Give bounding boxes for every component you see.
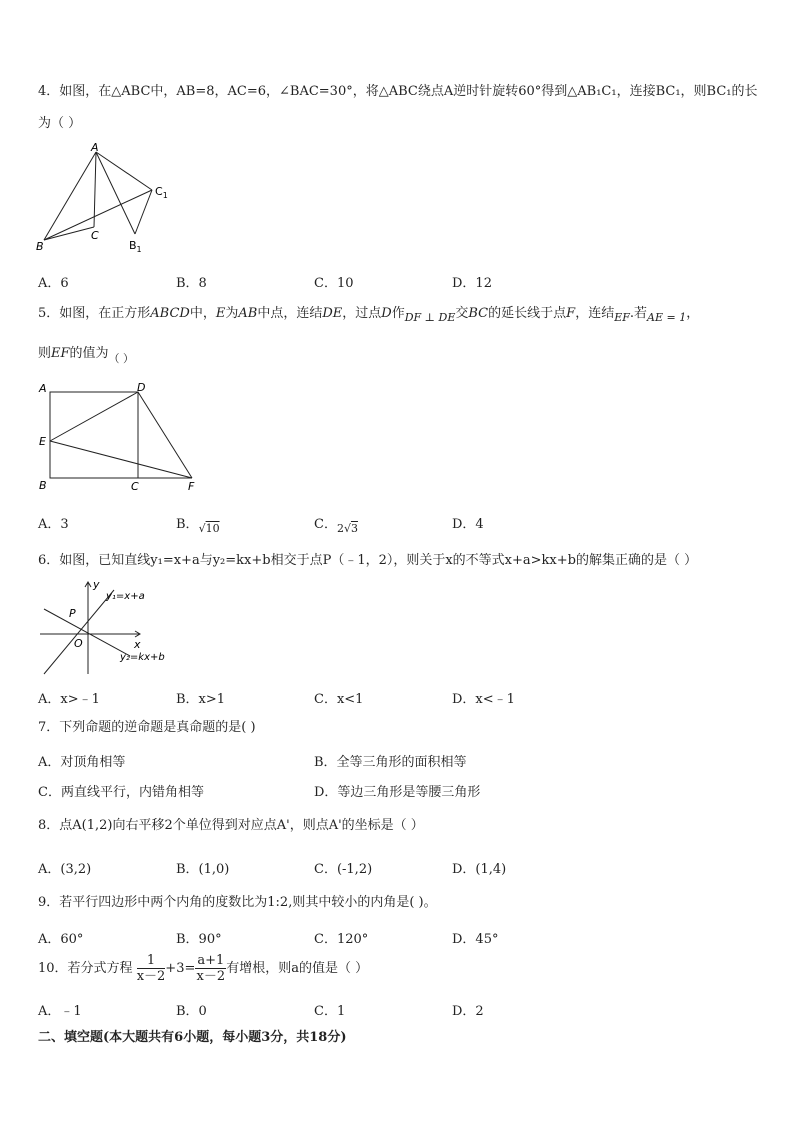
q8-option-d[interactable]: D．(1,4) xyxy=(452,862,507,877)
q4-option-d[interactable]: D．12 xyxy=(452,276,492,291)
q7-option-a[interactable]: A．对顶角相等 xyxy=(38,755,126,770)
q5-label-F: F xyxy=(188,480,195,493)
q6-label-line1: y₁=x+a xyxy=(106,591,145,602)
q8-option-c[interactable]: C．(-1,2) xyxy=(314,862,373,877)
q7-option-b[interactable]: B．全等三角形的面积相等 xyxy=(314,755,467,770)
q4-label-C: C xyxy=(91,229,99,242)
q5-option-c[interactable]: C．$_{2√3}$ xyxy=(314,517,358,535)
q10-fraction-2: $\frac{a+1}{x-2}$ xyxy=(196,953,226,984)
q10-option-b[interactable]: B．0 xyxy=(176,1004,207,1019)
q9-option-a[interactable]: A．60° xyxy=(38,932,84,947)
q4-label-A: A xyxy=(91,141,99,154)
q4-label-B1: $B_1$ xyxy=(129,239,142,254)
q5-line1: 5．如图，在正方形ABCD中，E为AB中点，连结DE，过点D作$_{DF \perp DE}$交BC的延长线于点F，连结$_{EF}$.若$_{AE = 1}$， xyxy=(38,306,700,324)
q7-line1: 7．下列命题的逆命题是真命题的是( ) xyxy=(38,720,256,735)
q10-fraction-1: $\frac{1}{x-2}$ xyxy=(136,953,166,984)
q9-option-c[interactable]: C．120° xyxy=(314,932,369,947)
q6-option-b[interactable]: B．x>1 xyxy=(176,692,226,707)
q6-label-P: P xyxy=(69,607,76,620)
q6-option-c[interactable]: C．x<1 xyxy=(314,692,364,707)
q8-option-a[interactable]: A．(3,2) xyxy=(38,862,92,877)
section-2-heading: 二、填空题(本大题共有6小题，每小题3分，共18分) xyxy=(38,1030,347,1045)
q4-option-a[interactable]: A．6 xyxy=(38,276,69,291)
q4-label-C1: $C_1$ xyxy=(155,185,168,200)
q5-option-d[interactable]: D．4 xyxy=(452,517,484,532)
q4-line1: 4．如图，在△ABC中，AB=8，AC=6，∠BAC=30°，将△ABC绕点A逆时针旋转60°得到△AB₁C₁，连接BC₁，则BC₁的长 xyxy=(38,84,758,99)
q6-option-d[interactable]: D．x<﹣1 xyxy=(452,692,515,707)
q6-label-O: O xyxy=(74,637,83,650)
q6-line1: 6．如图，已知直线y₁=x+a与y₂=kx+b相交于点P（﹣1，2），则关于x的不等式x+a>kx+b的解集正确的是（ ） xyxy=(38,553,698,568)
q4-figure xyxy=(30,140,180,260)
q5-label-B: B xyxy=(39,479,47,492)
q6-label-line2: y₂=kx+b xyxy=(120,652,165,663)
q5-option-a[interactable]: A．3 xyxy=(38,517,69,532)
q6-option-a[interactable]: A．x>﹣1 xyxy=(38,692,100,707)
q6-label-y: y xyxy=(93,578,100,591)
q10-line1: 10．若分式方程 $\frac{1}{x-2}$ +3= $\frac{a+1}{x-2}$ 有增根，则a的值是（ ） xyxy=(38,953,369,984)
q5-line2: 则EF的值为$_{( )}$ xyxy=(38,346,135,365)
q10-option-c[interactable]: C．1 xyxy=(314,1004,346,1019)
q8-line1: 8．点A(1,2)向右平移2个单位得到对应点A'，则点A'的坐标是（ ） xyxy=(38,818,424,833)
q10-option-a[interactable]: A．﹣1 xyxy=(38,1004,82,1019)
q7-option-d[interactable]: D．等边三角形是等腰三角形 xyxy=(314,785,481,800)
q5-option-b[interactable]: B．$_{√10}$ xyxy=(176,517,220,535)
q6-label-x: x xyxy=(134,638,141,651)
q5-label-E: E xyxy=(39,435,46,448)
q4-label-B: B xyxy=(36,240,44,253)
q5-figure xyxy=(36,378,216,498)
q5-label-A: A xyxy=(39,382,47,395)
q9-option-b[interactable]: B．90° xyxy=(176,932,222,947)
q6-figure xyxy=(36,576,186,676)
q5-label-D: D xyxy=(137,381,146,394)
q7-option-c[interactable]: C．两直线平行，内错角相等 xyxy=(38,785,204,800)
q4-option-c[interactable]: C．10 xyxy=(314,276,354,291)
q9-line1: 9．若平行四边形中两个内角的度数比为1:2,则其中较小的内角是( )。 xyxy=(38,895,437,910)
q8-option-b[interactable]: B．(1,0) xyxy=(176,862,230,877)
q4-option-b[interactable]: B．8 xyxy=(176,276,207,291)
q5-label-C: C xyxy=(131,480,139,493)
q4-line2: 为（ ） xyxy=(38,116,82,131)
q9-option-d[interactable]: D．45° xyxy=(452,932,499,947)
q10-option-d[interactable]: D．2 xyxy=(452,1004,484,1019)
